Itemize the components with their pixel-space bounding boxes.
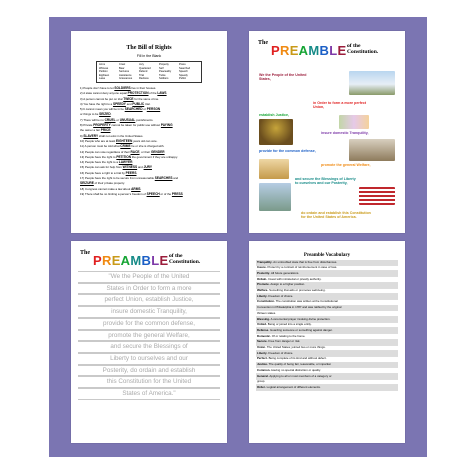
- tracing-row: "We the People of the United: [78, 271, 220, 283]
- vocabulary-definition: - The United States; jointed two or more things.: [265, 345, 326, 350]
- answer-text: CRUEL: [104, 117, 116, 122]
- vocabulary-definition: group.: [257, 379, 266, 384]
- heading-letter: P: [93, 253, 102, 268]
- vocabulary-definition: - Of or relating to the home.: [270, 334, 306, 338]
- question-text: People have the right to be secure from unreasonable: [85, 176, 155, 181]
- answer-text: CRIME: [120, 144, 131, 149]
- preamble-heading: [249, 31, 405, 65]
- answer-text: EIGHTEEN: [116, 138, 133, 143]
- vocabulary-word: Welfare: [257, 288, 268, 293]
- vocabulary-word: United: [257, 322, 266, 327]
- vocabulary-word: Common: [257, 368, 270, 372]
- question-text: .: [110, 112, 112, 117]
- answer-text: RACE: [130, 149, 140, 154]
- preamble-line: insure domestic Tranquility,: [321, 131, 369, 135]
- scales-of-justice-image: [259, 119, 293, 145]
- question-text: for the same crime.: [133, 96, 160, 101]
- answer-text: PROTECTION: [127, 91, 149, 96]
- vocabulary-definition: - Having no special distinction or quality.: [269, 368, 321, 372]
- vocabulary-word: General: [257, 374, 268, 378]
- question-text: and: [137, 165, 144, 170]
- word-bank-item: Bear: [119, 66, 125, 70]
- answer-text: SPEEDY: [112, 101, 126, 106]
- answer-text: JURY: [143, 165, 152, 170]
- vocabulary-word: Defense: [257, 328, 269, 332]
- question-text: or: [115, 117, 120, 122]
- heading-letter: E: [111, 253, 121, 268]
- question-text: cannot be taken for public use without: [110, 123, 161, 128]
- vocabulary-word: Secure: [257, 339, 267, 344]
- question-text: 11): [80, 144, 84, 149]
- question-row: [80, 192, 219, 197]
- vocabulary-definition: - Being or joined into a single entity.: [266, 322, 312, 327]
- word-bank-item: Quartered: [139, 66, 151, 70]
- question-text: People can vote regardless of their: [85, 149, 131, 154]
- word-bank-item: Witness: [99, 66, 109, 70]
- preamble-poster: [249, 31, 405, 233]
- heading-letter: A: [298, 43, 309, 58]
- heading-letter: B: [141, 253, 152, 268]
- vocabulary-word: Insure: [257, 265, 266, 270]
- heading-letter: E: [289, 43, 299, 58]
- bill-of-rights-worksheet: [71, 31, 227, 233]
- question-text: .: [110, 128, 112, 133]
- vocabulary-definition: - Logical arrangement of different elements.: [264, 385, 321, 389]
- preamble-line: and secure the Blessings of Liberty to ourselves and our Posterity,: [295, 177, 356, 186]
- vocabulary-word: Order: [257, 385, 265, 389]
- question-text: the government if they are unhappy.: [131, 154, 178, 159]
- vocabulary-word: Justice: [257, 362, 267, 367]
- vocabulary-definition: - Freedom of choice.: [266, 351, 294, 355]
- question-text: .: [140, 186, 142, 191]
- word-bank-item: Petition: [99, 70, 108, 74]
- heading-letter: E: [159, 253, 169, 268]
- question-text: A state cannot deny anyone equal: [83, 91, 128, 96]
- worksheet-title: The Bill of Rights: [126, 45, 172, 51]
- question-text: People can ask for help from: [85, 165, 123, 170]
- soldiers-image: [349, 139, 395, 161]
- hands-image: [259, 159, 289, 179]
- question-list: [71, 86, 227, 197]
- statue-of-liberty-image: [259, 183, 291, 211]
- answer-text: PRESS: [171, 191, 183, 196]
- question-text: years old can vote.: [132, 138, 158, 143]
- answer-text: GENDER: [150, 149, 165, 154]
- vocabulary-definition: - Invest with ministerial or priestly authority.: [266, 277, 322, 281]
- word-bank-item: Cruel: [119, 63, 126, 66]
- word-bank-item: Property: [159, 63, 169, 66]
- vocabulary-definition: - The constitution was written at the Constitutional: [274, 299, 338, 304]
- question-text: Congress cannot make a law about: [85, 186, 132, 191]
- preamble-tracing-worksheet: [71, 241, 227, 443]
- word-bank-item: Jury: [139, 63, 144, 66]
- question-text: of their private property.: [93, 181, 125, 186]
- vocabulary-definition: Convention in Philadelphia in 1787 and was ratified by the original: [257, 305, 342, 310]
- question-text: 13): [80, 154, 85, 159]
- preamble-line: do ordain and establish this Constitution for the United States of America.: [301, 211, 371, 220]
- question-text: 10): [80, 138, 85, 143]
- question-text: live in their houses.: [130, 85, 157, 90]
- preamble-line: in Order to form a more perfect Union,: [313, 101, 367, 110]
- question-text: People don't have to let: [83, 85, 115, 90]
- vocabulary-definition: - Freedom of choice.: [266, 294, 294, 298]
- question-text: 5): [80, 107, 83, 112]
- tracing-lines: [71, 271, 227, 400]
- answer-text: PUBLIC: [132, 101, 145, 106]
- answer-text: WITNESS: [122, 165, 138, 170]
- question-text: 1): [80, 85, 83, 90]
- word-bank-item: Soldiers: [159, 77, 169, 81]
- vocabulary-word: Union: [257, 345, 266, 350]
- word-bank-item: Laws: [99, 77, 106, 81]
- heading-constitution: of the Constitution.: [347, 43, 379, 55]
- heading-letter: B: [319, 43, 330, 58]
- tracing-row: Liberty to ourselves and our: [78, 353, 220, 365]
- question-text: of the: [148, 91, 158, 96]
- heading-constitution: of the Constitution.: [169, 253, 201, 265]
- capitol-image: [349, 71, 395, 95]
- answer-text: SEARCHED: [124, 107, 143, 112]
- heading-the: The: [258, 40, 269, 46]
- heading-letter: M: [130, 253, 142, 268]
- word-bank-item: Twice: [159, 73, 166, 77]
- word-bank-item: Seizures: [119, 70, 130, 74]
- question-text: .: [136, 170, 138, 175]
- answer-text: PEERS: [125, 170, 137, 175]
- vocabulary-definition: - Something that aids or promotes well-being.: [267, 288, 326, 293]
- vocabulary-definition: - Guarding someone or something against danger.: [268, 328, 333, 332]
- heading-letter: R: [101, 253, 112, 268]
- question-text: , or their: [139, 149, 151, 154]
- answer-text: LAWS: [157, 91, 167, 96]
- question-text: and: [172, 176, 179, 181]
- question-text: the owner a fair: [80, 128, 101, 133]
- answer-text: SEARCHES: [154, 176, 173, 181]
- word-bank-item: Eighteen: [99, 73, 110, 77]
- vocabulary-word: Perfect: [257, 356, 267, 361]
- word-bank-item: Peaceably: [159, 70, 172, 74]
- preamble-line: provide for the common defense,: [259, 149, 316, 153]
- question-text: 2): [80, 91, 83, 96]
- vocabulary-word: Posterity: [257, 271, 270, 275]
- question-text: There shall be no limiting a person's freedom of: [84, 191, 147, 196]
- vocabulary-definition: - A ceremonial prayer invoking divine protection.: [269, 317, 331, 321]
- vocabulary-word: Liberty: [257, 351, 267, 355]
- vocabulary-definition: thirteen states.: [257, 311, 276, 315]
- vocabulary-definition: - An untroubled state that is free from disturbances.: [271, 260, 338, 264]
- question-text: .: [132, 160, 134, 165]
- word-bank-item: Arms: [99, 63, 106, 66]
- vocabulary-definition: - Free from danger or risk.: [266, 339, 301, 344]
- question-text: People have the right to a: [85, 160, 119, 165]
- vocabulary-word: Ordain: [257, 277, 267, 281]
- word-bank-item: Searched: [179, 66, 191, 70]
- question-text: and: [125, 101, 133, 106]
- word-bank-item: Speech: [179, 70, 188, 74]
- question-text: 4): [80, 101, 83, 106]
- question-text: 9): [80, 133, 83, 138]
- vocabulary-word: Promote: [257, 282, 269, 287]
- question-text: People have a right to a trial by: [85, 170, 126, 175]
- preamble-line: We the People of the United States,: [259, 73, 307, 82]
- vocabulary-word: Constitution: [257, 299, 275, 304]
- question-text: You have the right to a: [83, 101, 113, 106]
- heading-letter: A: [120, 253, 131, 268]
- vocabulary-word: Tranquility: [257, 260, 272, 264]
- vocabulary-definition: - The quality of being fair, reasonable, or impartial.: [266, 362, 332, 367]
- answer-text: LAWYER: [118, 160, 133, 165]
- vocabulary-word: Liberty: [257, 294, 267, 298]
- word-bank-item: Assistance: [119, 73, 132, 77]
- heading-letter: P: [271, 43, 280, 58]
- question-text: People who are at least: [85, 138, 117, 143]
- question-text: A person cannot be put on trial: [83, 96, 124, 101]
- question-text: People have the right to: [85, 154, 117, 159]
- flag-image: [359, 187, 395, 205]
- tracing-heading: [71, 241, 227, 271]
- word-bank-item: Defend: [139, 70, 148, 74]
- question-text: 16): [80, 170, 85, 175]
- answer-text: SEIZURE: [80, 181, 94, 186]
- question-text: It cannot mean you will be in be: [83, 107, 125, 112]
- heading-preamble: [271, 43, 346, 58]
- people-image: [339, 115, 369, 129]
- question-text: Private: [83, 123, 94, 128]
- answer-text: SLAVERY: [83, 133, 99, 138]
- answer-text: PAYING: [160, 123, 173, 128]
- question-text: or of the: [159, 191, 172, 196]
- tracing-row: perfect Union, establish Justice,: [78, 294, 220, 306]
- vocabulary-definition: - Being complete of its kind and without defect.: [266, 356, 327, 361]
- tracing-row: States in Order to form a more: [78, 283, 220, 295]
- preamble-vocabulary-sheet: [249, 241, 405, 443]
- tracing-row: this Constitution for the United: [78, 376, 220, 388]
- vocabulary-row: [256, 385, 398, 391]
- vocabulary-definition: - Assign to a higher position.: [268, 282, 306, 287]
- preamble-line: establish Justice,: [259, 113, 289, 117]
- heading-letter: L: [329, 43, 338, 58]
- heading-letter: M: [308, 43, 320, 58]
- question-text: or: [142, 107, 147, 112]
- vocabulary-definition: - Applying to all or most members of a category or: [267, 374, 332, 378]
- heading-letter: R: [279, 43, 290, 58]
- question-text: or things to be: [80, 112, 100, 117]
- answer-text: PERSON: [146, 107, 161, 112]
- word-bank-item: Grievances: [119, 77, 133, 81]
- vocabulary-title: Preamble Vocabulary: [303, 253, 351, 258]
- question-text: 7): [80, 117, 83, 122]
- answer-text: PETITION: [116, 154, 132, 159]
- word-bank: [96, 61, 202, 83]
- worksheet-subtitle: Fill in the Blank: [136, 54, 162, 58]
- vocabulary-word: Blessing: [257, 317, 270, 321]
- question-text: 18): [80, 186, 85, 191]
- question-text: 8): [80, 123, 83, 128]
- tracing-row: insure domestic Tranquility,: [78, 306, 220, 318]
- answer-text: PROPERTY: [93, 123, 111, 128]
- answer-text: UNUSUAL: [119, 117, 136, 122]
- heading-letter: L: [151, 253, 160, 268]
- answer-text: PRICE: [100, 128, 111, 133]
- word-bank-item: Speedy: [179, 73, 188, 77]
- answer-text: TWICE: [123, 96, 134, 101]
- vocabulary-definition: - Protect by a contract of reimbursement in case of loss.: [265, 265, 338, 270]
- answer-text: SPEECH: [146, 191, 160, 196]
- heading-preamble: [93, 253, 168, 268]
- vocabulary-definition: - All future generations.: [269, 271, 300, 275]
- answer-text: SEIZED: [99, 112, 111, 117]
- question-text: A person must be told what: [84, 144, 121, 149]
- word-bank-item: Press: [179, 63, 186, 66]
- question-text: 3): [80, 96, 83, 101]
- vocabulary-word: Domestic: [257, 334, 271, 338]
- tracing-row: and secure the Blessings of: [78, 341, 220, 353]
- heading-the: The: [80, 250, 91, 256]
- question-text: 19): [80, 191, 85, 196]
- question-text: There will be no: [83, 117, 105, 122]
- word-bank-item: Public: [179, 77, 187, 81]
- question-text: 17): [80, 176, 85, 181]
- question-text: he or she is charged with.: [130, 144, 165, 149]
- word-bank-item: Redress: [139, 77, 149, 81]
- question-text: 12): [80, 149, 85, 154]
- tracing-row: promote the general Welfare,: [78, 330, 220, 342]
- question-text: punishments.: [135, 117, 154, 122]
- vocabulary-list: [249, 260, 405, 391]
- tracing-row: Posterity, do ordain and establish: [78, 365, 220, 377]
- preamble-line: promote the general Welfare,: [321, 163, 371, 167]
- answer-text: SOLDIERS: [114, 85, 131, 90]
- question-text: 15): [80, 165, 85, 170]
- tracing-row: States of America.": [78, 388, 220, 400]
- tracing-row: provide for the common defense,: [78, 318, 220, 330]
- answer-text: ARMS: [131, 186, 141, 191]
- question-text: 14): [80, 160, 85, 165]
- word-bank-item: Trial: [139, 73, 144, 77]
- question-text: trial.: [144, 101, 151, 106]
- word-bank-item: Self: [159, 66, 164, 70]
- question-text: shall not exist in the United States.: [98, 133, 144, 138]
- heading-letter: E: [337, 43, 347, 58]
